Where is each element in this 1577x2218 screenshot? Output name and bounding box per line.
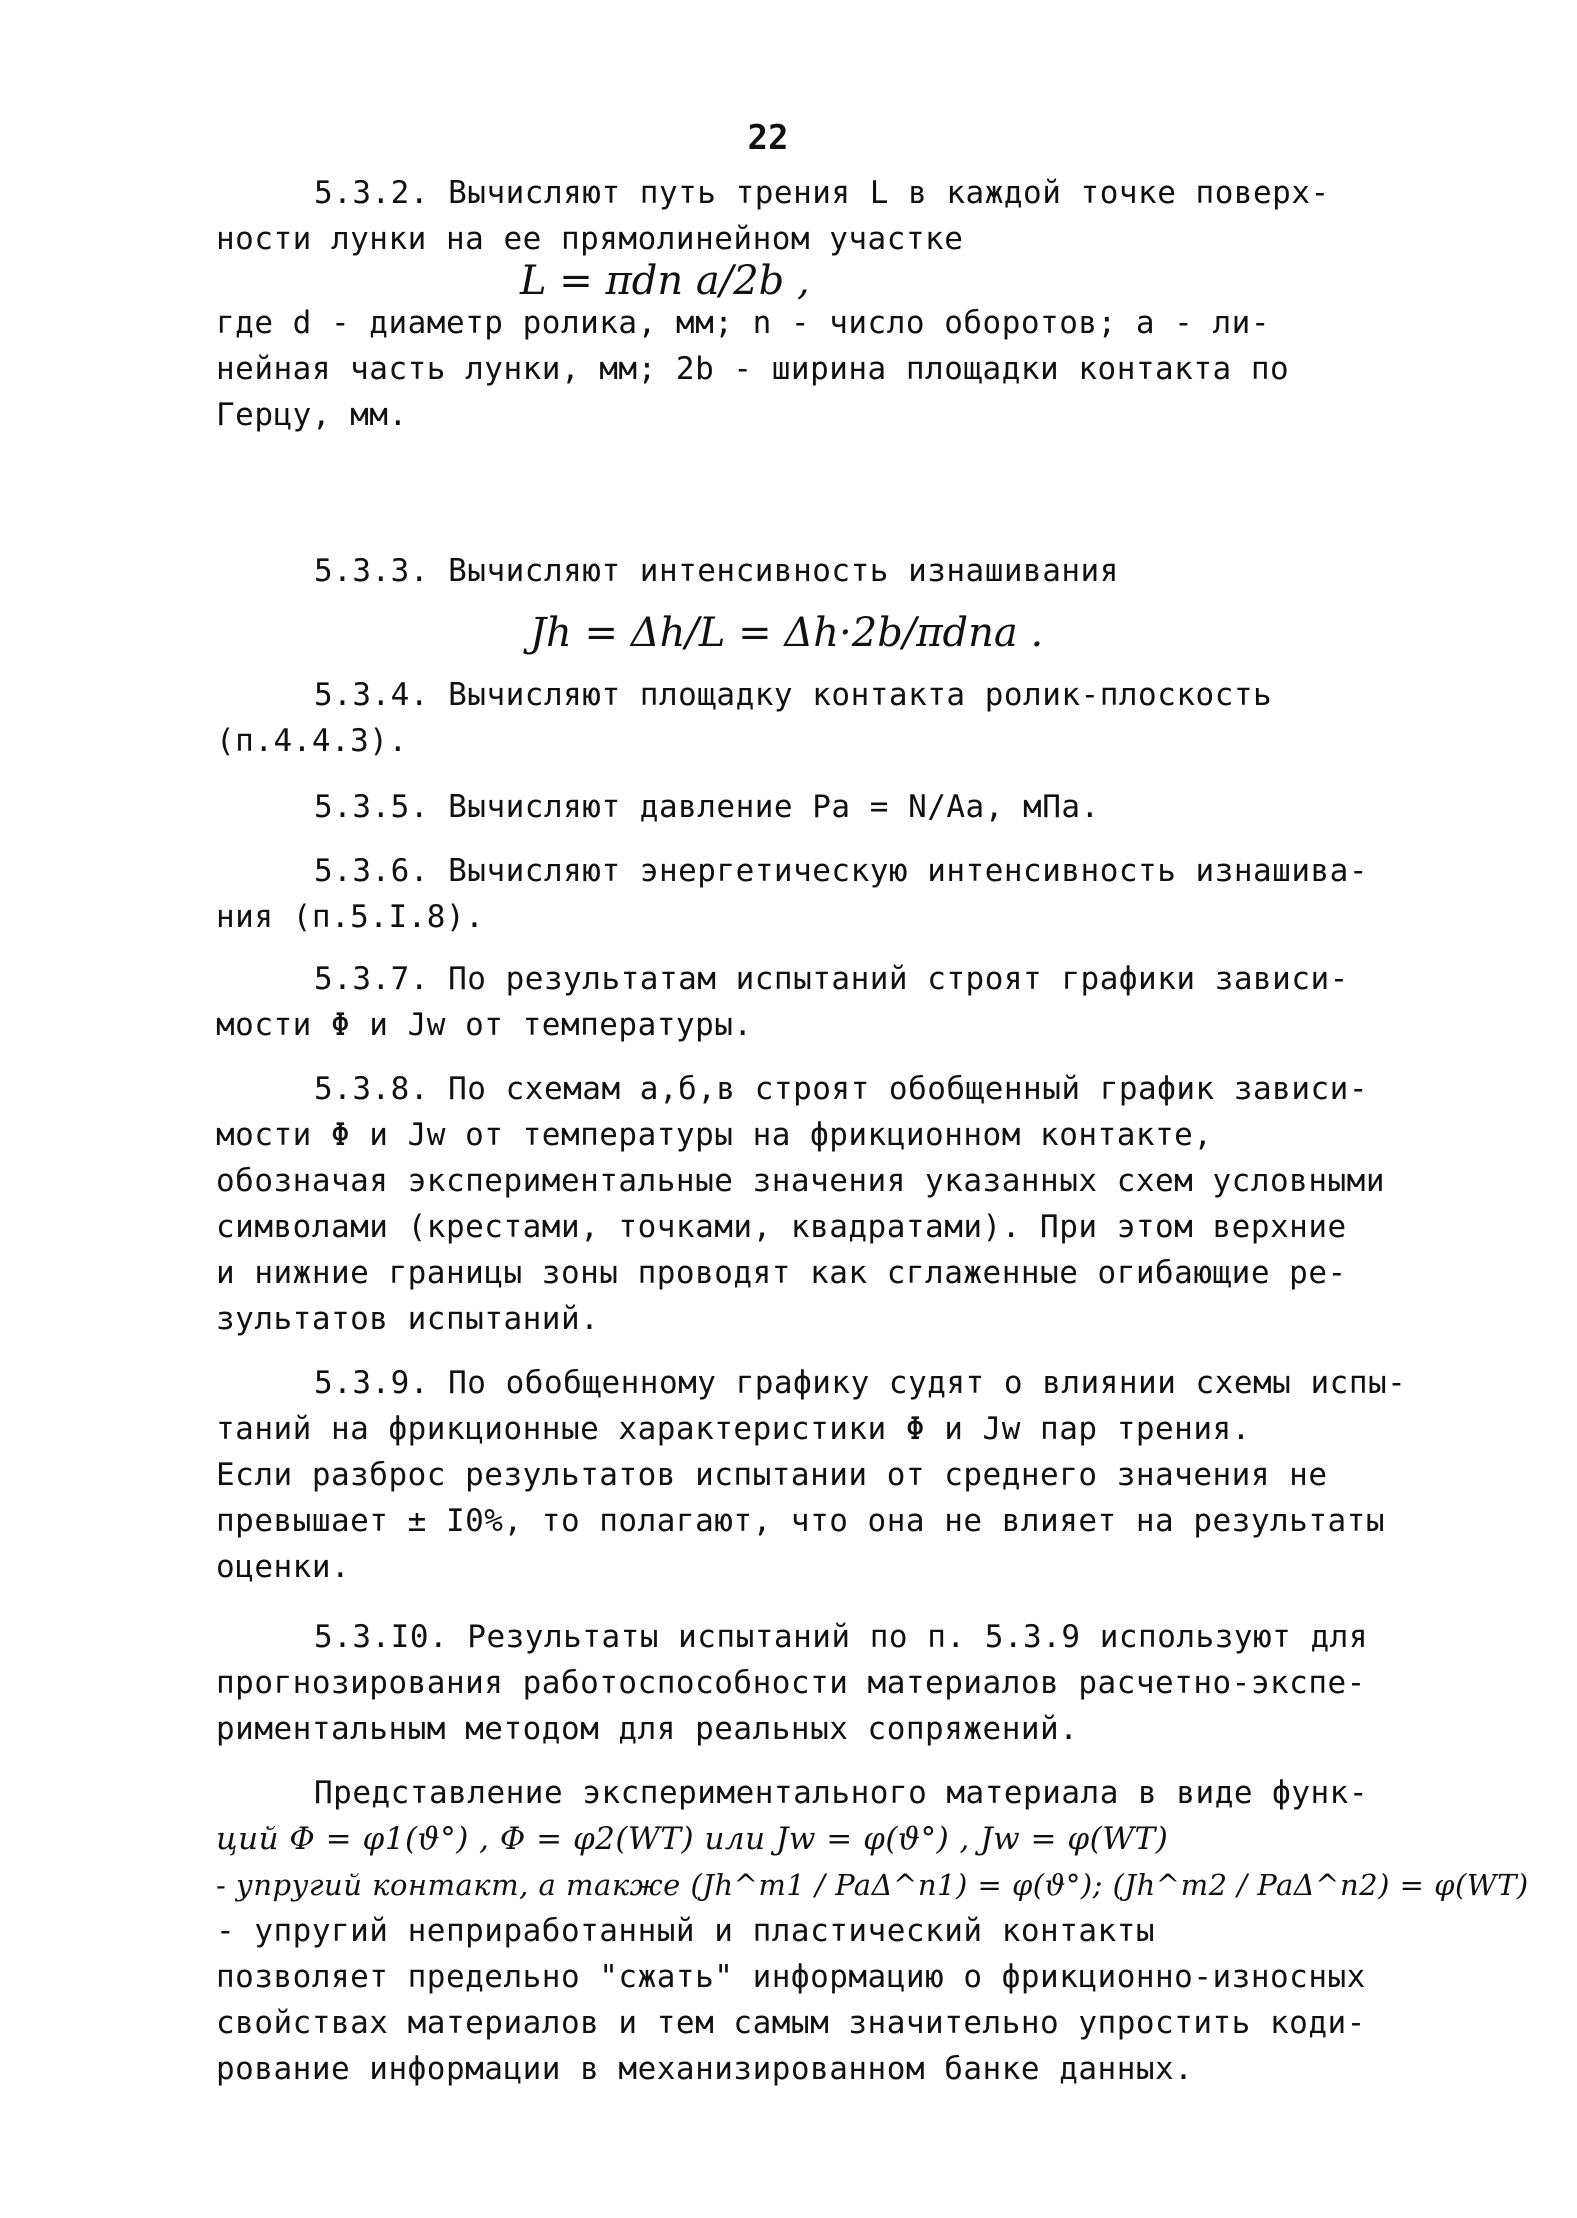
text-line: 5.3.2. Вычисляют путь трения L в каждой точке поверх- bbox=[314, 175, 1330, 211]
text-line: и нижние границы зоны проводят как сглаженные огибающие ре- bbox=[216, 1255, 1347, 1291]
formula-wear-intensity: Jh = Δh/L = Δh·2b/πdna . bbox=[530, 610, 1044, 656]
text-line: таний на фрикционные характеристики Φ и Jw пар трения. bbox=[216, 1411, 1251, 1447]
section-5-3-9 bbox=[216, 1360, 1406, 1590]
text-line: (п.4.4.3). bbox=[216, 723, 408, 759]
text-line: ности лунки на ее прямолинейном участке bbox=[216, 221, 964, 257]
text-line: 5.3.6. Вычисляют энергетическую интенсивность изнашива- bbox=[314, 853, 1368, 889]
text-line: 5.3.4. Вычисляют площадку контакта ролик-плоскость bbox=[314, 677, 1273, 713]
text-line: прогнозирования работоспособности материалов расчетно-экспе- bbox=[216, 1665, 1366, 1701]
text-line: мости Φ и Jw от температуры. bbox=[216, 1007, 753, 1043]
section-5-3-6 bbox=[216, 848, 1406, 940]
text-line: риментальным методом для реальных сопряжений. bbox=[216, 1711, 1079, 1747]
text-line: 5.3.5. Вычисляют давление Ра = N/Аа, мПа. bbox=[314, 789, 1100, 825]
text-line: мости Φ и Jw от температуры на фрикционном контакте, bbox=[216, 1117, 1213, 1153]
text-line: превышает ± I0%, то полагают, что она не влияет на результаты bbox=[216, 1503, 1385, 1539]
page-number: 22 bbox=[747, 118, 789, 158]
formula-path-length: L = πdn a/2b , bbox=[520, 258, 810, 304]
text-line: 5.3.8. По схемам а,б,в строят обобщенный график зависи- bbox=[314, 1071, 1368, 1107]
section-5-3-2 bbox=[216, 170, 1406, 262]
text-line: где d - диаметр ролика, мм; n - число оборотов; a - ли- bbox=[216, 305, 1270, 341]
section-5-3-5 bbox=[216, 784, 1406, 830]
text-line: свойствах материалов и тем самым значительно упростить коди- bbox=[216, 2005, 1366, 2041]
text-line: оценки. bbox=[216, 1549, 351, 1585]
text-line: 5.3.7. По результатам испытаний строят графики зависи- bbox=[314, 961, 1349, 997]
functions-line: ций Φ = φ1(ϑ°) , Φ = φ2(WT) или Jw = φ(ϑ°) , Jw = φ(WT) bbox=[216, 1821, 1169, 1857]
section-5-3-3 bbox=[216, 548, 1406, 594]
text-line: 5.3.3. Вычисляют интенсивность изнашивания bbox=[314, 553, 1119, 589]
text-line: 5.3.I0. Результаты испытаний по п. 5.3.9 используют для bbox=[314, 1619, 1368, 1655]
text-line: зультатов испытаний. bbox=[216, 1301, 600, 1337]
section-5-3-4 bbox=[216, 672, 1406, 764]
text-line: позволяет предельно "сжать" информацию о фрикционно-износных bbox=[216, 1959, 1366, 1995]
text-line: Представление экспериментального материала в виде функ- bbox=[314, 1775, 1368, 1811]
text-line: символами (крестами, точками, квадратами). При этом верхние bbox=[216, 1209, 1347, 1245]
text-line: обозначая экспериментальные значения указанных схем условными bbox=[216, 1163, 1385, 1199]
text-line: ния (п.5.I.8). bbox=[216, 899, 485, 935]
text-line: нейная часть лунки, мм; 2b - ширина площадки контакта по bbox=[216, 351, 1290, 387]
closing-paragraph bbox=[216, 1770, 1529, 2092]
text-line: 5.3.9. По обобщенному графику судят о влиянии схемы испы- bbox=[314, 1365, 1407, 1401]
section-5-3-7 bbox=[216, 956, 1406, 1048]
text-line: рование информации в механизированном банке данных. bbox=[216, 2051, 1194, 2087]
functions-line: - упругий контакт, а также (Jh^m1 / PaΔ^n1) = φ(ϑ°); (Jh^m2 / PaΔ^n2) = φ(WT) bbox=[216, 1868, 1529, 1902]
section-5-3-10 bbox=[216, 1614, 1406, 1752]
text-line: Если разброс результатов испытании от среднего значения не bbox=[216, 1457, 1328, 1493]
section-5-3-2-cont bbox=[216, 300, 1406, 438]
section-5-3-8 bbox=[216, 1066, 1406, 1342]
text-line: Герцу, мм. bbox=[216, 397, 408, 433]
text-line: - упругий неприработанный и пластический контакты bbox=[216, 1913, 1156, 1949]
